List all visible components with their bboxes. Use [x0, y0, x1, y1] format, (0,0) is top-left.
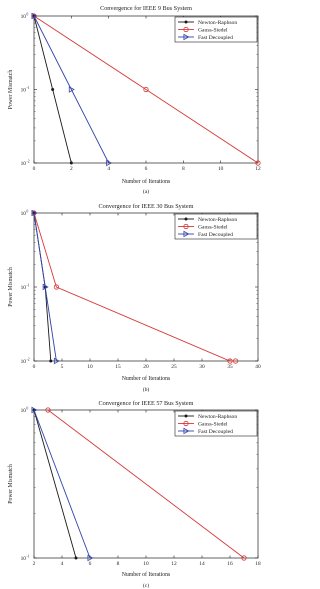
x-tick-label: 8 [116, 561, 120, 567]
x-tick-label: 0 [32, 166, 36, 172]
chart-title: Convergence for IEEE 30 Bus System [98, 203, 194, 210]
data-point-marker [185, 415, 188, 418]
legend-entry: Fast Decoupled [198, 429, 233, 435]
series-line [34, 410, 76, 558]
legend [175, 17, 257, 42]
data-point-marker [185, 218, 188, 221]
y-axis-label: Power Mismatch [8, 267, 14, 307]
legend [175, 214, 257, 239]
series-fast-decoupled [32, 407, 93, 560]
legend-entry: Newton-Raphson [198, 217, 238, 223]
x-tick-label: 6 [88, 561, 92, 567]
data-point-marker [75, 557, 78, 560]
y-tick-exponent: 0 [26, 12, 29, 17]
x-axis-label: Number of Iterations [121, 179, 171, 185]
y-tick-exponent: 0 [26, 406, 29, 411]
data-point-marker [185, 21, 188, 24]
series-line [34, 16, 109, 163]
y-tick-label: 10 [20, 87, 26, 94]
x-tick-label: 40 [255, 364, 261, 370]
x-tick-label: 2 [69, 166, 73, 172]
legend-entry: Fast Decoupled [198, 35, 233, 41]
x-tick-label: 25 [171, 364, 177, 370]
series-newton-raphson [33, 409, 78, 560]
x-tick-label: 10 [143, 561, 149, 567]
x-tick-label: 12 [171, 561, 177, 567]
figure-caption: (b) [142, 387, 150, 393]
x-tick-label: 0 [32, 364, 36, 370]
y-tick-label: 10 [20, 359, 26, 365]
y-axis-label: Power Mismatch [8, 69, 14, 110]
y-tick-label: 10 [20, 556, 26, 562]
legend-entry: Newton-Raphson [198, 414, 238, 420]
y-tick-exponent: -1 [26, 86, 30, 90]
x-tick-label: 14 [199, 561, 205, 567]
legend-entry: Fast Decoupled [198, 232, 233, 238]
y-tick-exponent: -1 [26, 554, 30, 559]
x-tick-label: 15 [115, 364, 121, 370]
legend-entry: Gauss-Siedel [198, 421, 228, 428]
legend-entry: Newton-Raphson [198, 20, 238, 26]
y-tick-exponent: -2 [26, 357, 30, 362]
x-tick-label: 4 [107, 166, 111, 172]
data-point-marker [70, 162, 73, 165]
series-line [34, 410, 90, 558]
legend [175, 411, 257, 436]
y-axis-label: Power Mismatch [8, 464, 14, 504]
x-tick-label: 10 [87, 364, 93, 370]
x-tick-label: 6 [144, 166, 148, 172]
y-tick-label: 10 [20, 285, 26, 291]
legend-entry: Gauss-Siedel [198, 27, 228, 34]
series-line [34, 213, 56, 361]
x-axis-label: Number of Iterations [121, 572, 171, 578]
x-tick-label: 2 [32, 561, 36, 567]
y-tick-label: 10 [20, 14, 26, 20]
figure-caption: (a) [142, 189, 150, 195]
x-tick-label: 16 [227, 561, 233, 567]
y-tick-label: 10 [20, 161, 26, 167]
y-tick-exponent: -1 [26, 283, 30, 288]
chart-title: Convergence for IEEE 57 Bus System [98, 400, 194, 407]
x-tick-label: 12 [255, 166, 261, 172]
x-tick-label: 30 [199, 364, 205, 370]
x-axis-label: Number of Iterations [121, 376, 171, 382]
chart-panel-a [8, 5, 261, 195]
x-tick-label: 4 [60, 561, 64, 567]
x-tick-label: 18 [255, 561, 261, 567]
figure-caption: (c) [142, 583, 150, 589]
y-tick-label: 10 [20, 408, 26, 414]
data-point-marker [49, 360, 52, 363]
x-tick-label: 35 [227, 364, 233, 370]
y-tick-exponent: 0 [26, 209, 29, 214]
chart-panel-b [8, 203, 261, 393]
x-tick-label: 20 [143, 364, 149, 370]
x-tick-label: 5 [60, 364, 64, 370]
chart-title: Convergence for IEEE 9 Bus System [100, 5, 192, 12]
y-tick-label: 10 [20, 211, 26, 217]
x-tick-label: 8 [181, 166, 185, 172]
chart-panel-c [8, 400, 261, 589]
x-tick-label: 10 [217, 166, 224, 172]
legend-entry: Gauss-Siedel [198, 224, 228, 231]
data-point-marker [51, 88, 54, 91]
series-fast-decoupled [32, 13, 111, 165]
y-tick-exponent: -2 [26, 159, 30, 164]
